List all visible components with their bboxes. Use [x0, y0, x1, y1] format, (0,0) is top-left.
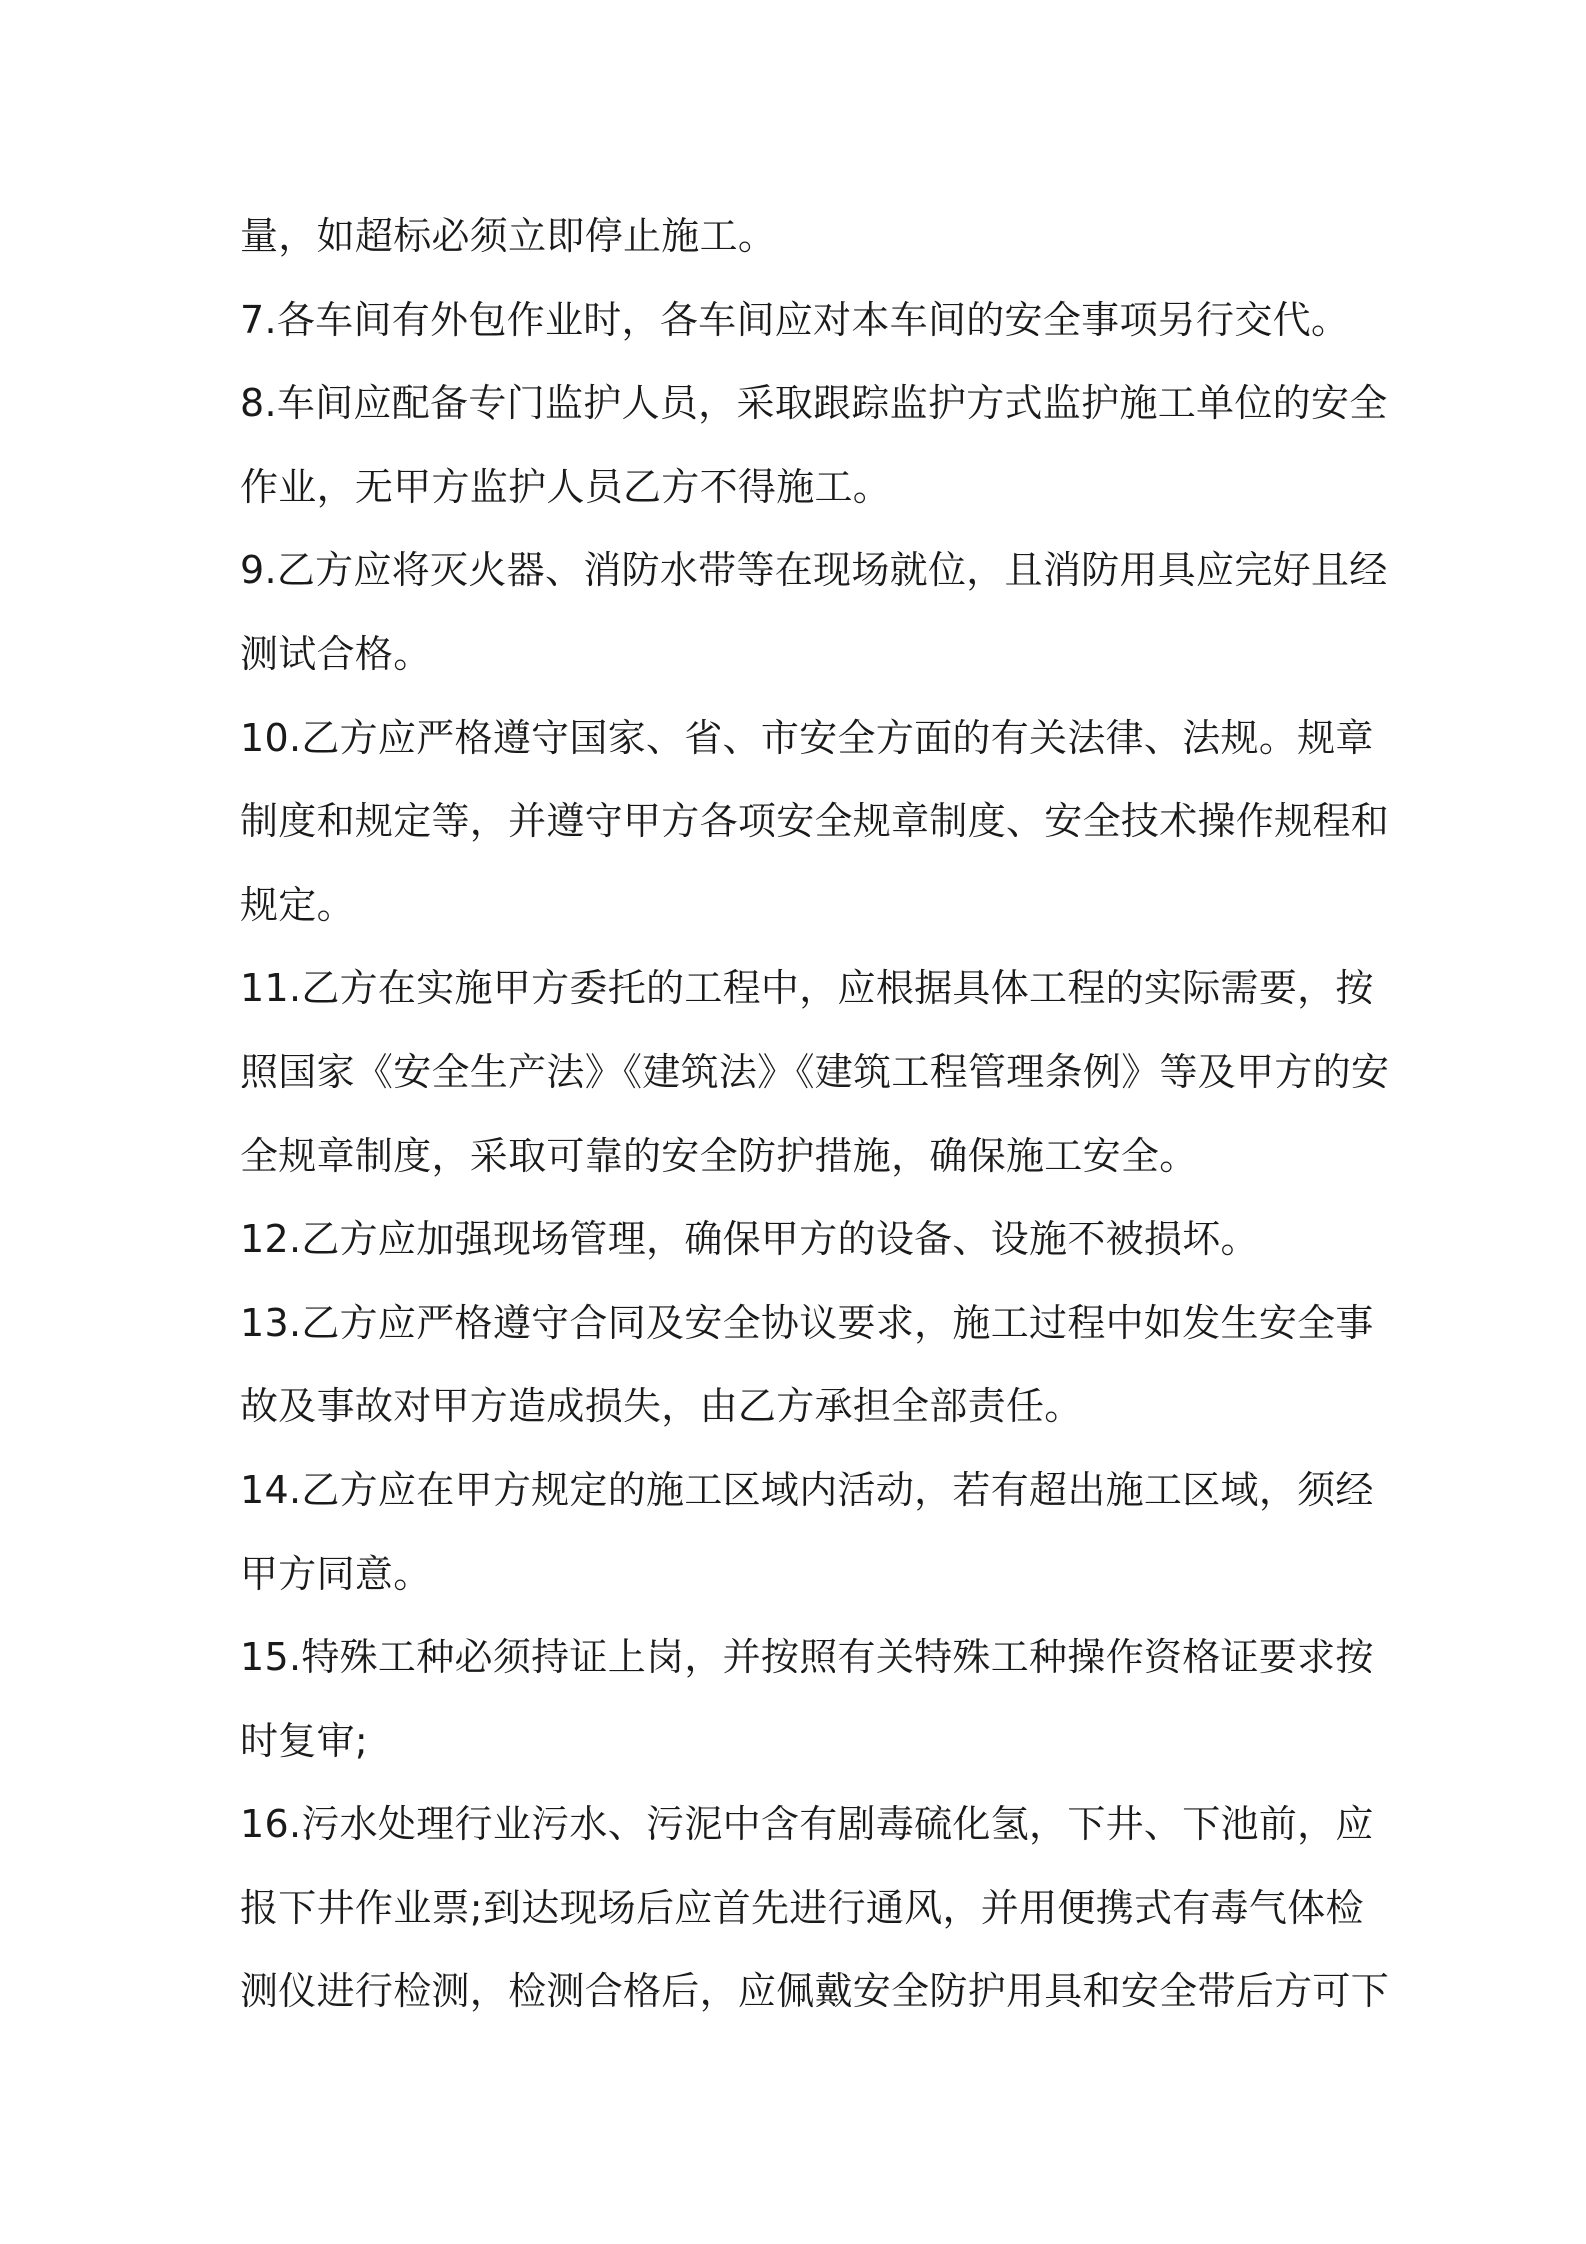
- text-line: 测仪进行检测，检测合格后，应佩戴安全防护用具和安全带后方可下: [240, 1969, 1390, 2014]
- text-line: 制度和规定等，并遵守甲方各项安全规章制度、安全技术操作规程和: [240, 799, 1390, 844]
- text-line: 15.特殊工种必须持证上岗，并按照有关特殊工种操作资格证要求按: [240, 1635, 1374, 1680]
- text-line: 照国家《安全生产法》《建筑法》《建筑工程管理条例》等及甲方的安: [240, 1049, 1390, 1094]
- text-line: 10.乙方应严格遵守国家、省、市安全方面的有关法律、法规。规章: [240, 715, 1374, 760]
- text-line: 全规章制度，采取可靠的安全防护措施，确保施工安全。: [240, 1133, 1198, 1178]
- text-line: 14.乙方应在甲方规定的施工区域内活动，若有超出施工区域，须经: [240, 1467, 1374, 1512]
- text-line: 报下井作业票;到达现场后应首先进行通风，并用便携式有毒气体检: [240, 1885, 1364, 1930]
- text-line: 7.各车间有外包作业时，各车间应对本车间的安全事项另行交代。: [240, 297, 1350, 342]
- text-line: 12.乙方应加强现场管理，确保甲方的设备、设施不被损坏。: [240, 1217, 1259, 1262]
- text-line: 量，如超标必须立即停止施工。: [240, 214, 777, 258]
- text-line: 11.乙方在实施甲方委托的工程中，应根据具体工程的实际需要，按: [240, 966, 1374, 1011]
- text-line: 故及事故对甲方造成损失，由乙方承担全部责任。: [240, 1384, 1083, 1429]
- document-body: [240, 195, 1390, 2034]
- text-line: 8.车间应配备专门监护人员，采取跟踪监护方式监护施工单位的安全: [240, 381, 1388, 426]
- text-line: 时复审;: [240, 1718, 369, 1763]
- text-line: 甲方同意。: [240, 1551, 432, 1596]
- text-line: 16.污水处理行业污水、污泥中含有剧毒硫化氢，下井、下池前，应: [240, 1802, 1374, 1847]
- text-line: 测试合格。: [240, 631, 432, 676]
- text-line: 规定。: [240, 882, 355, 927]
- text-line: 13.乙方应严格遵守合同及安全协议要求，施工过程中如发生安全事: [240, 1300, 1374, 1345]
- text-line: 作业，无甲方监护人员乙方不得施工。: [240, 464, 892, 509]
- text-line: 9.乙方应将灭火器、消防水带等在现场就位，且消防用具应完好且经: [240, 548, 1388, 593]
